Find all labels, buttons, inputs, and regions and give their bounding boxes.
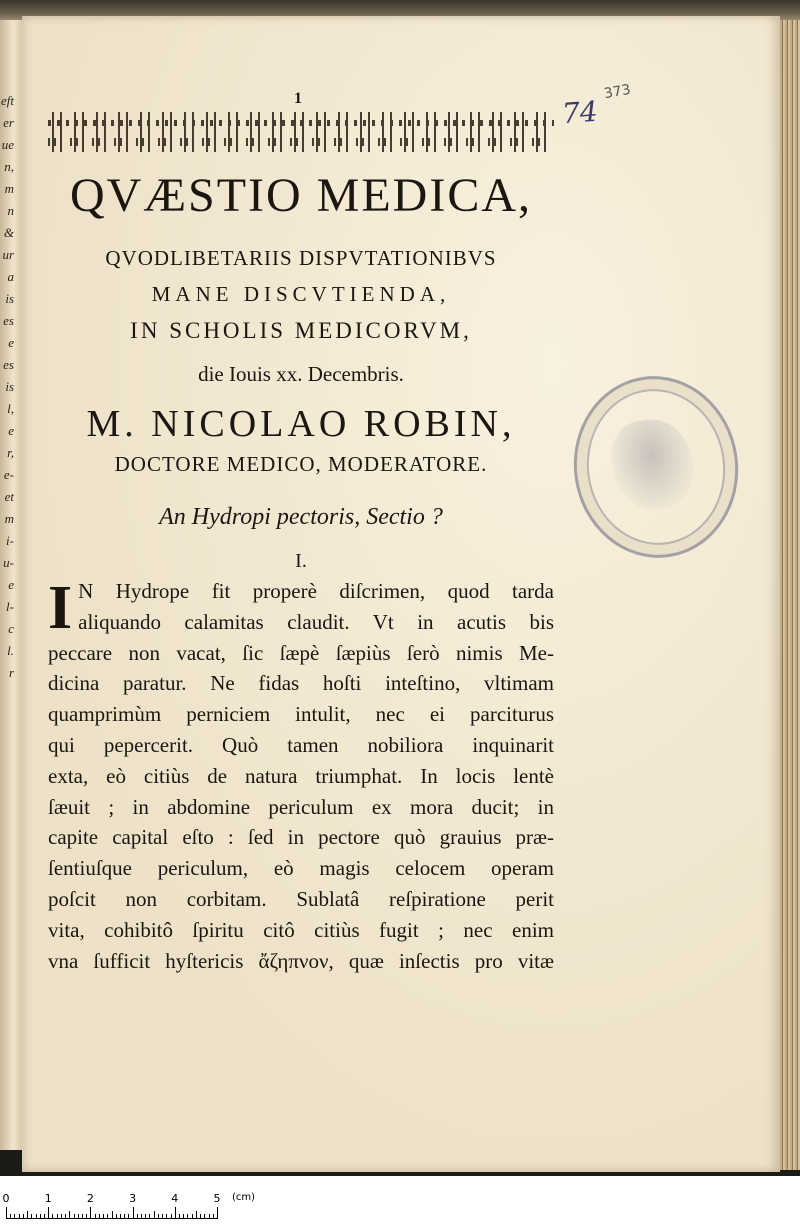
ruler-unit: (cm) bbox=[232, 1192, 256, 1203]
body-line: exta, eò citiùs de natura triumphat. In locis lentè bbox=[48, 763, 554, 788]
title-line-1: QVÆSTIO MEDICA, bbox=[70, 169, 532, 222]
body-line: ſentiuſque periculum, eò magis celocem operam bbox=[48, 856, 554, 881]
ruler-tick bbox=[31, 1214, 32, 1219]
body-text bbox=[48, 576, 554, 976]
ruler-tick bbox=[69, 1211, 70, 1219]
decorative-ornament-band bbox=[48, 112, 554, 152]
ruler-tick bbox=[27, 1211, 28, 1219]
ruler-tick bbox=[82, 1214, 83, 1219]
margin-fragment: ur bbox=[2, 247, 14, 262]
margin-fragment: e- bbox=[3, 467, 14, 482]
ruler-tick bbox=[145, 1214, 146, 1219]
margin-fragment: r, bbox=[7, 445, 14, 460]
margin-fragment: er bbox=[3, 115, 14, 130]
scale-ruler bbox=[0, 1176, 800, 1227]
margin-fragment: is bbox=[5, 291, 14, 306]
date-line: die Iouis xx. Decembris. bbox=[198, 362, 404, 386]
ruler-tick bbox=[90, 1207, 91, 1219]
margin-fragment: u- bbox=[3, 555, 14, 570]
ruler-tick bbox=[124, 1214, 125, 1219]
ruler-tick bbox=[128, 1214, 129, 1219]
ruler-tick bbox=[10, 1214, 11, 1219]
margin-fragment: n bbox=[7, 203, 14, 218]
ruler-tick bbox=[179, 1214, 180, 1219]
page-number: 1 bbox=[294, 90, 302, 107]
handwritten-folio-number: 373 bbox=[602, 81, 632, 103]
ruler-tick bbox=[44, 1214, 45, 1219]
ruler-tick bbox=[183, 1214, 184, 1219]
ruler-label: 4 bbox=[171, 1192, 179, 1205]
body-line: ſæuit ; in abdomine periculum ex mora ducit; in bbox=[48, 794, 554, 819]
ruler-tick bbox=[116, 1214, 117, 1219]
margin-fragment: l- bbox=[6, 599, 14, 614]
margin-fragment: eft bbox=[1, 93, 14, 108]
ruler-tick bbox=[162, 1214, 163, 1219]
margin-fragment: i- bbox=[6, 533, 14, 548]
stamp-emblem bbox=[607, 414, 699, 514]
ruler-label: 3 bbox=[129, 1192, 137, 1205]
ruler-tick bbox=[112, 1211, 113, 1219]
ruler-tick bbox=[86, 1214, 87, 1219]
ruler-tick bbox=[217, 1207, 218, 1219]
margin-fragment: e bbox=[8, 423, 14, 438]
margin-fragment: c bbox=[8, 621, 14, 636]
ruler-tick bbox=[36, 1214, 37, 1219]
margin-fragment: is bbox=[5, 379, 14, 394]
body-line: N Hydrope fit properè diſcrimen, quod tarda bbox=[78, 579, 554, 603]
left-margin-fragments bbox=[0, 90, 14, 684]
margin-fragment: r bbox=[8, 665, 14, 680]
ruler-label: 2 bbox=[86, 1192, 94, 1205]
margin-fragment: es bbox=[3, 357, 14, 372]
disputation-question: An Hydropi pectoris, Sectio ? bbox=[159, 504, 443, 530]
margin-fragment: es bbox=[3, 313, 14, 328]
body-line: dicina paratur. Ne fidas hoſti inteſtino, vltimam bbox=[48, 671, 554, 696]
margin-fragment: m bbox=[4, 511, 14, 526]
ruler-label: 1 bbox=[44, 1192, 52, 1205]
ruler-tick bbox=[192, 1214, 193, 1219]
ruler-label: 5 bbox=[213, 1192, 221, 1205]
ruler-tick bbox=[107, 1214, 108, 1219]
margin-fragment: m bbox=[4, 181, 14, 196]
body-line: capite capital eſto : ſed in pectore quò grauius præ- bbox=[48, 825, 554, 850]
ruler-tick bbox=[204, 1214, 205, 1219]
ruler-tick bbox=[133, 1207, 134, 1219]
title-line-3: MANE DISCVTIENDA, bbox=[151, 282, 451, 306]
margin-fragment: & bbox=[3, 225, 14, 240]
handwritten-annotation: 74 bbox=[560, 94, 599, 131]
moderator-title: DOCTORE MEDICO, MODERATORE. bbox=[114, 452, 488, 476]
ruler-tick bbox=[187, 1214, 188, 1219]
ruler-label: 0 bbox=[2, 1192, 10, 1205]
body-line: quamprimùm perniciem intulit, nec ei parciturus bbox=[48, 702, 554, 727]
ruler-tick bbox=[209, 1214, 210, 1219]
ruler-tick bbox=[57, 1214, 58, 1219]
margin-fragment: ue bbox=[1, 137, 14, 152]
title-line-4: IN SCHOLIS MEDICORVM, bbox=[130, 318, 472, 343]
ruler-tick bbox=[175, 1207, 176, 1219]
ruler-tick bbox=[171, 1214, 172, 1219]
ruler-tick bbox=[95, 1214, 96, 1219]
ruler-tick bbox=[141, 1214, 142, 1219]
margin-fragment: et bbox=[4, 489, 14, 504]
ruler-tick bbox=[166, 1214, 167, 1219]
ruler-tick bbox=[6, 1207, 7, 1219]
page-stack-edge bbox=[780, 20, 800, 1170]
ruler-tick bbox=[196, 1211, 197, 1219]
drop-capital: I bbox=[48, 574, 73, 642]
section-number: I. bbox=[295, 550, 307, 572]
ruler-tick bbox=[14, 1214, 15, 1219]
ruler-tick bbox=[52, 1214, 53, 1219]
ruler-tick bbox=[23, 1214, 24, 1219]
ruler-tick bbox=[40, 1214, 41, 1219]
ruler-tick bbox=[74, 1214, 75, 1219]
body-line: aliquando calamitas claudit. Vt in acutis bis bbox=[78, 609, 554, 634]
moderator-name: M. NICOLAO ROBIN, bbox=[86, 403, 516, 445]
margin-fragment: n, bbox=[4, 159, 14, 174]
ruler-tick bbox=[149, 1214, 150, 1219]
margin-fragment: a bbox=[7, 269, 14, 284]
ruler-tick bbox=[120, 1214, 121, 1219]
title-line-2: QVODLIBETARIIS DISPVTATIONIBVS bbox=[105, 246, 497, 270]
margin-fragment: l. bbox=[7, 643, 14, 658]
body-line: poſcit non corbitam. Sublatâ reſpiratione perit bbox=[48, 886, 554, 911]
margin-fragment: e bbox=[8, 577, 14, 592]
body-line: peccare non vacat, ſic ſæpè ſæpiùs ſerò nimis Me- bbox=[48, 640, 554, 665]
ruler-tick bbox=[48, 1207, 49, 1219]
ruler-tick bbox=[200, 1214, 201, 1219]
ruler-tick bbox=[158, 1214, 159, 1219]
margin-fragment: l, bbox=[7, 401, 14, 416]
body-line: vita, cohibitô ſpiritu citô citiùs fugit ; nec enim bbox=[48, 917, 554, 942]
ruler-tick bbox=[19, 1214, 20, 1219]
ruler-tick bbox=[213, 1214, 214, 1219]
ruler-tick bbox=[99, 1214, 100, 1219]
ruler-tick bbox=[65, 1214, 66, 1219]
ruler-tick bbox=[137, 1214, 138, 1219]
ruler-tick bbox=[154, 1211, 155, 1219]
body-line: qui pepercerit. Quò tamen nobiliora inquinarit bbox=[48, 732, 554, 757]
ruler-tick bbox=[78, 1214, 79, 1219]
margin-fragment: e bbox=[8, 335, 14, 350]
body-line: vna ſufficit hyſtericis ἄζηπνον, quæ inſectis pro vitæ bbox=[48, 948, 554, 973]
ruler-tick bbox=[103, 1214, 104, 1219]
ruler-tick bbox=[61, 1214, 62, 1219]
